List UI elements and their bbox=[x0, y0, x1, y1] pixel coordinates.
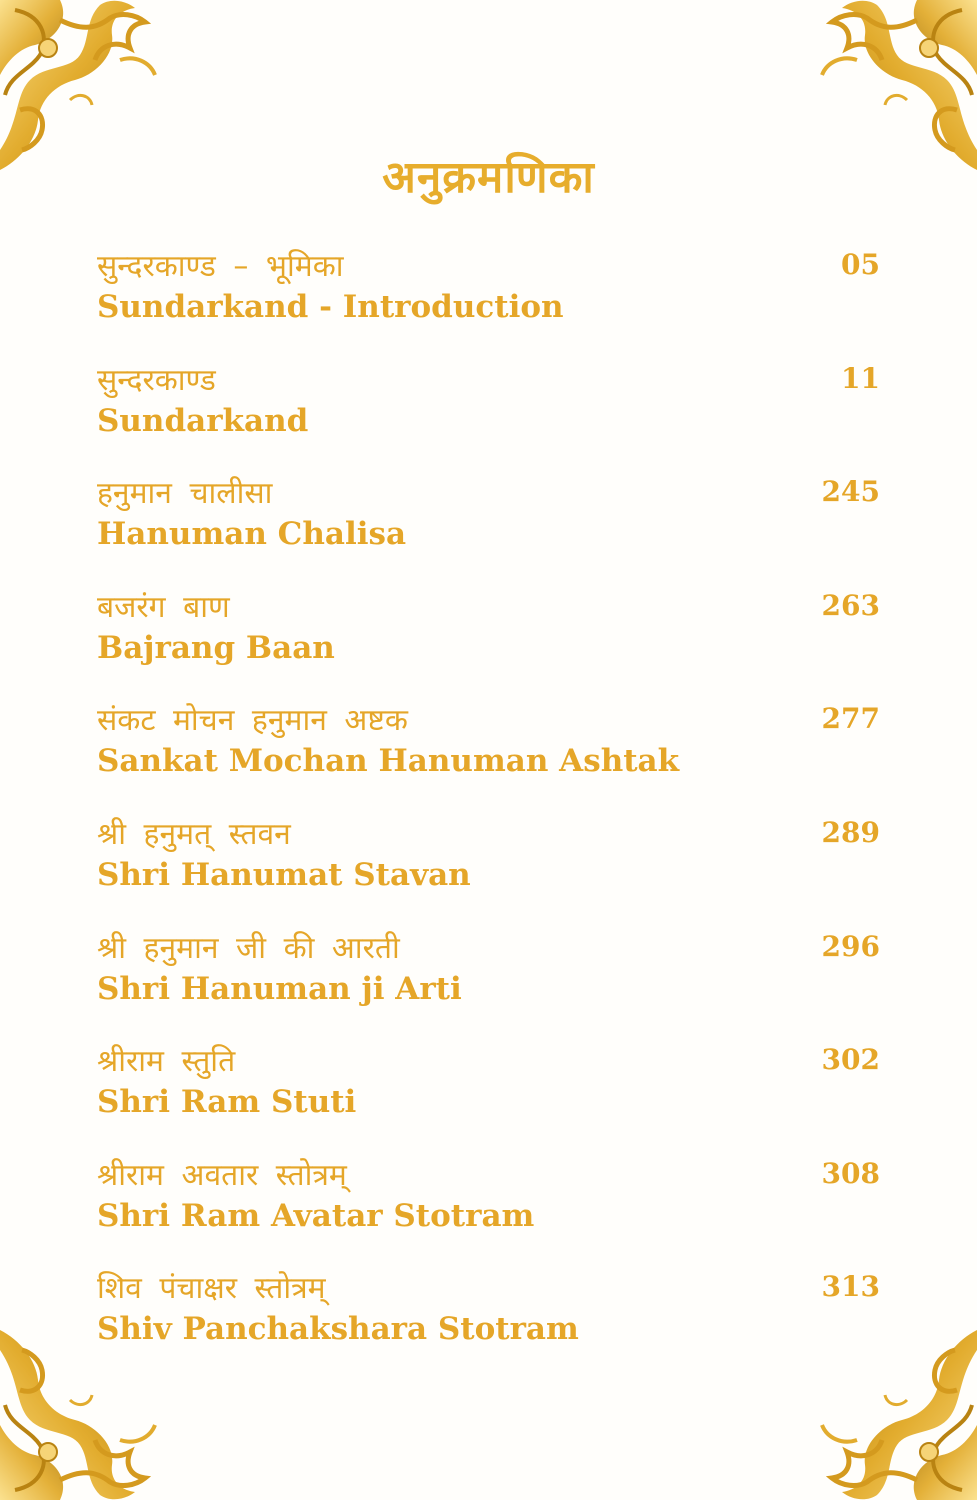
entry-hindi-title: बजरंग बाण bbox=[97, 589, 230, 625]
entry-page-number: 289 bbox=[821, 815, 880, 849]
entry-english-title: Hanuman Chalisa bbox=[97, 516, 407, 553]
entry-english-title: Shri Ram Avatar Stotram bbox=[97, 1197, 535, 1234]
entry-page-number: 245 bbox=[821, 475, 880, 509]
toc-entry[interactable] bbox=[97, 1035, 880, 1149]
entry-english-title: Shri Hanumat Stavan bbox=[97, 856, 471, 893]
entry-hindi-title: श्री हनुमान जी की आरती bbox=[97, 930, 400, 966]
entry-hindi-title: हनुमान चालीसा bbox=[97, 476, 273, 512]
toc-entry[interactable] bbox=[97, 1149, 880, 1263]
entry-page-number: 313 bbox=[821, 1270, 880, 1304]
entry-english-title: Sundarkand bbox=[97, 402, 309, 439]
entry-hindi-title: श्रीराम स्तुति bbox=[97, 1044, 236, 1080]
entry-english-title: Sundarkand - Introduction bbox=[97, 289, 564, 325]
entry-hindi-title: शिव पंचाक्षर स्तोत्रम् bbox=[97, 1271, 326, 1307]
entry-hindi-title: संकट मोचन हनुमान अष्टक bbox=[97, 703, 408, 739]
entry-page-number: 277 bbox=[821, 702, 880, 736]
page-title: अनुक्रमणिका bbox=[382, 152, 595, 203]
entry-hindi-title: सुन्दरकाण्ड – भूमिका bbox=[97, 249, 344, 284]
toc-entry[interactable] bbox=[97, 1262, 880, 1376]
entry-page-number: 308 bbox=[821, 1156, 880, 1190]
entry-page-number: 05 bbox=[841, 248, 880, 281]
toc-entry[interactable] bbox=[97, 467, 880, 581]
entry-english-title: Shri Hanuman ji Arti bbox=[97, 970, 462, 1007]
entry-page-number: 11 bbox=[841, 361, 880, 395]
toc-entry[interactable] bbox=[97, 240, 880, 354]
entry-page-number: 296 bbox=[821, 929, 880, 963]
entry-english-title: Bajrang Baan bbox=[97, 629, 335, 666]
entry-page-number: 263 bbox=[821, 588, 880, 622]
toc-entry[interactable] bbox=[97, 808, 880, 922]
entry-english-title: Sankat Mochan Hanuman Ashtak bbox=[97, 743, 680, 780]
entry-hindi-title: श्री हनुमत् स्तवन bbox=[97, 816, 291, 852]
entry-page-number: 302 bbox=[821, 1043, 880, 1077]
entry-hindi-title: श्रीराम अवतार स्तोत्रम् bbox=[97, 1157, 347, 1193]
toc-entry[interactable] bbox=[97, 922, 880, 1036]
toc-entry[interactable] bbox=[97, 354, 880, 468]
entry-english-title: Shri Ram Stuti bbox=[97, 1084, 357, 1121]
toc-entry[interactable] bbox=[97, 581, 880, 695]
entry-english-title: Shiv Panchakshara Stotram bbox=[97, 1311, 579, 1348]
table-of-contents bbox=[97, 240, 880, 1376]
toc-entry[interactable] bbox=[97, 694, 880, 808]
entry-hindi-title: सुन्दरकाण्ड bbox=[97, 362, 216, 398]
